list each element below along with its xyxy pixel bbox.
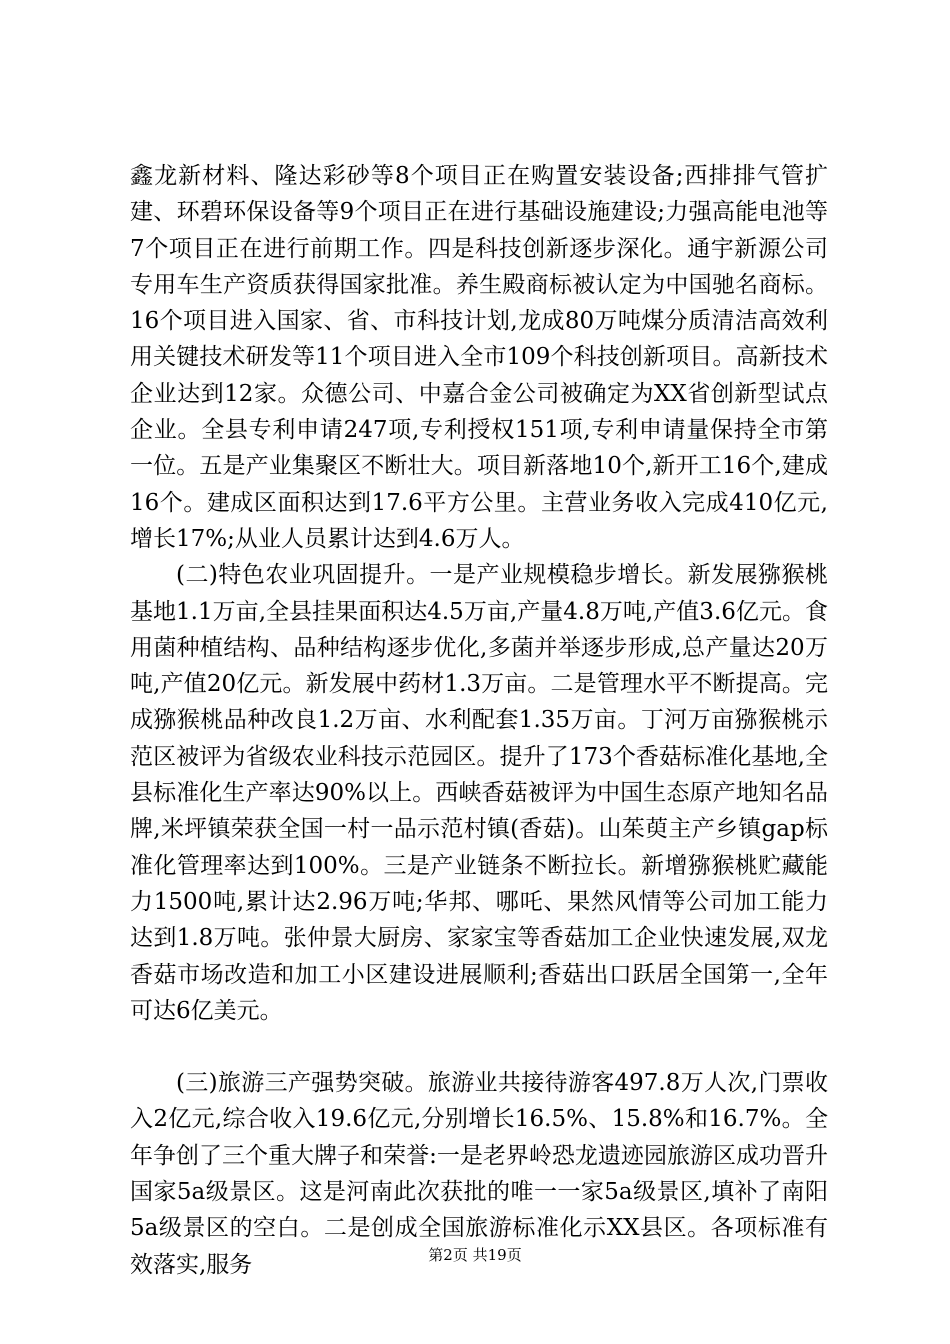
paragraph-agriculture: (二)特色农业巩固提升。一是产业规模稳步增长。新发展猕猴桃基地1.1万亩,全县挂果面积达4.5万亩,产量4.8万吨,产值3.6亿元。食用菌种植结构、品种结构逐步优化,多菌并举逐步形成,总产量达20万吨,产值20亿元。新发展中药材1.3万亩。二是管理水平不断提高。完成猕猴桃品种改良1.2万亩、水利配套1.35万亩。丁河万亩猕猴桃示范区被评为省级农业科技示范园区。提升了173个香菇标准化基地,全县标准化生产率达90%以上。西峡香菇被评为中国生态原产地知名品牌,米坪镇荣获全国一村一品示范村镇(香菇)。山茱萸主产乡镇gap标准化管理率达到100%。三是产业链条不断拉长。新增猕猴桃贮藏能力1500吨,累计达2.96万吨;华邦、哪吒、果然风情等公司加工能力达到1.8万吨。张仲景大厨房、家家宝等香菇加工企业快速发展,双龙香菇市场改造和加工小区建设进展顺利;香菇出口跃居全国第一,全年可达6亿美元。 xyxy=(130,562,828,1024)
paragraph-industry-continued: 鑫龙新材料、隆达彩砂等8个项目正在购置安装设备;西排排气管扩建、环碧环保设备等9个项目正在进行基础设施建设;力强高能电池等7个项目正在进行前期工作。四是科技创新逐步深化。通宇新源公司专用车生产资质获得国家批准。养生殿商标被认定为中国驰名商标。16个项目进入国家、省、市科技计划,龙成80万吨煤分质清洁高效利用关键技术研发等11个项目进入全市109个科技创新项目。高新技术企业达到12家。众德公司、中嘉合金公司被确定为XX省创新型试点企业。全县专利申请247项,专利授权151项,专利申请量保持全市第一位。五是产业集聚区不断壮大。项目新落地10个,新开工16个,建成16个。建成区面积达到17.6平方公里。主营业务收入完成410亿元,增长17%;从业人员累计达到4.6万人。 xyxy=(130,163,828,552)
page-footer: 第2页 共19页 xyxy=(428,1246,522,1264)
document-body xyxy=(130,158,828,1283)
paragraph-tourism: (三)旅游三产强势突破。旅游业共接待游客497.8万人次,门票收入2亿元,综合收入19.6亿元,分别增长16.5%、15.8%和16.7%。全年争创了三个重大牌子和荣誉:一是老界岭恐龙遗迹园旅游区成功晋升国家5a级景区。这是河南此次获批的唯一一家5a级景区,填补了南阳5a级景区的空白。二是创成全国旅游标准化示XX县区。各项标准有效落实,服务 xyxy=(130,1070,828,1278)
